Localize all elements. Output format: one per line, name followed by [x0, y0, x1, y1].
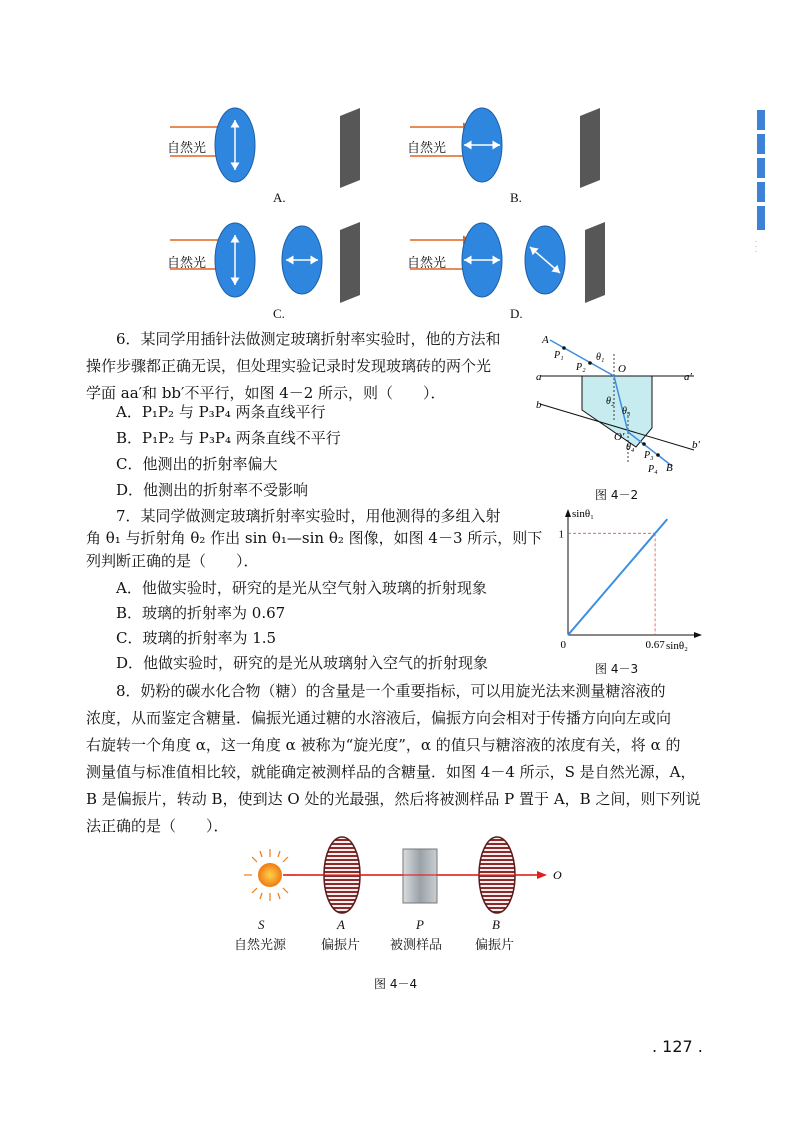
- fig42-label-P4: P₄: [648, 464, 658, 475]
- fig42-caption: 图 4－2: [595, 488, 639, 502]
- chart-tick-x: 0.67: [645, 639, 665, 651]
- fig42-label-O2: O′: [614, 431, 625, 443]
- q6-option-d: D．他测出的折射率不受影响: [116, 481, 309, 499]
- q6-line-1: 6．某同学用插针法做测定玻璃折射率实验时，他的方法和: [116, 330, 501, 348]
- option-b-label: B.: [510, 190, 522, 205]
- q8-line-5: B 是偏振片，转动 B，使到达 O 处的光最强，然后将被测样品 P 置于 A，B 之间，则下列说: [86, 790, 701, 808]
- fig42-label-O: O: [618, 363, 626, 375]
- q7-option-d: D．他做实验时，研究的是光从玻璃射入空气的折射现象: [116, 654, 489, 672]
- fig42-label-t2: θ₂: [606, 396, 615, 407]
- figure-4-4: [225, 835, 575, 925]
- option-d-label: D.: [510, 306, 523, 321]
- q6-line-2: 操作步骤都正确无误，但处理实验记录时发现玻璃砖的两个光: [86, 357, 492, 375]
- q6-option-b: B．P₁P₂ 与 P₃P₄ 两条直线不平行: [116, 429, 341, 447]
- q8-line-1: 8．奶粉的碳水化合物（糖）的含量是一个重要指标，可以用旋光法来测量糖溶液的: [116, 682, 666, 700]
- q7-line-1: 7．某同学做测定玻璃折射率实验时，用他测得的多组入射: [116, 507, 501, 525]
- fig44-p-letter: P: [416, 917, 424, 932]
- q7-option-b: B．玻璃的折射率为 0.67: [116, 604, 286, 622]
- chart-xlabel: sinθ₂: [666, 640, 688, 652]
- chart-series-line: [568, 519, 667, 635]
- option-c-label: C.: [273, 306, 285, 321]
- chart-y-arrow: [565, 509, 571, 517]
- fig44-label-O: O: [553, 868, 562, 882]
- q6-line-3: 学面 aa′和 bb′不平行，如图 4－2 所示，则（ ）．: [86, 384, 446, 402]
- natural-light-label-d: 自然光: [407, 256, 447, 271]
- fig42-label-B: B: [666, 462, 673, 474]
- sample-p: [403, 849, 437, 903]
- fig43-caption: 图 4－3: [595, 662, 639, 676]
- fig44-s-letter: S: [258, 917, 265, 932]
- q7-line-2: 角 θ₁ 与折射角 θ₂ 作出 sin θ₁—sin θ₂ 图像，如图 4－3 所示，则下: [86, 529, 543, 547]
- fig42-label-P3: P₃: [644, 450, 654, 461]
- fig44-a-letter: A: [337, 917, 345, 932]
- fig42-label-b2: b′: [692, 439, 700, 451]
- chart-tick-y: 1: [558, 528, 564, 541]
- fig42-label-t1: θ₁: [596, 352, 605, 363]
- fig42-label-a: a: [536, 371, 542, 383]
- side-tab-bar-5: [757, 206, 765, 230]
- q6-option-a: A．P₁P₂ 与 P₃P₄ 两条直线平行: [116, 403, 326, 421]
- chart-origin: 0: [560, 639, 566, 651]
- natural-light-label-c: 自然光: [167, 256, 207, 271]
- fig44-b-name: 偏振片: [475, 938, 515, 953]
- q7-line-3: 列判断正确的是（ ）．: [86, 552, 259, 570]
- q8-line-6: 法正确的是（ ）．: [86, 817, 229, 835]
- chart-ylabel: sinθ₁: [572, 508, 594, 520]
- figure-4-2: [534, 332, 714, 480]
- chart-x-arrow: [694, 632, 702, 638]
- q8-line-4: 测量值与标准值相比较，就能确定被测样品的含糖量．如图 4－4 所示，S 是自然光源，A，: [86, 763, 696, 781]
- fig42-label-a2: a′: [684, 371, 692, 383]
- side-tab-text: · · ·: [751, 240, 760, 253]
- side-tab-bar-4: [757, 182, 765, 202]
- fig42-label-t3: θ₃: [622, 406, 631, 417]
- option-a-label: A.: [273, 190, 286, 205]
- side-tab-bar-2: [757, 134, 765, 154]
- fig44-b-letter: B: [492, 917, 500, 932]
- figure-4-3-chart: [548, 505, 708, 653]
- natural-light-label-a: 自然光: [167, 141, 207, 156]
- q8-line-2: 浓度，从而鉴定含糖量．偏振光通过糖的水溶液后，偏振方向会相对于传播方向向左或向: [86, 709, 672, 727]
- q7-option-c: C．玻璃的折射率为 1.5: [116, 629, 277, 647]
- page-number: . 127 .: [652, 1037, 703, 1056]
- fig42-label-P2: P₂: [576, 362, 586, 373]
- fig44-caption: 图 4－4: [374, 977, 418, 991]
- q8-line-3: 右旋转一个角度 α，这一角度 α 被称为“旋光度”，α 的值只与糖溶液的浓度有关，将 α 的: [86, 736, 681, 754]
- figure-4-1: [160, 100, 640, 325]
- side-tab-bar-3: [757, 158, 765, 178]
- fig42-label-t4: θ₄: [626, 442, 635, 453]
- q7-option-a: A．他做实验时，研究的是光从空气射入玻璃的折射现象: [116, 579, 487, 597]
- fig44-p-name: 被测样品: [390, 938, 443, 953]
- fig44-a-name: 偏振片: [321, 938, 361, 953]
- fig42-label-P1: P₁: [554, 350, 564, 361]
- q6-option-c: C．他测出的折射率偏大: [116, 455, 278, 473]
- fig42-label-b: b: [536, 399, 542, 411]
- fig44-s-name: 自然光源: [234, 938, 287, 953]
- side-tab-bar-1: [757, 110, 765, 130]
- fig42-label-A: A: [542, 334, 549, 346]
- natural-light-label-b: 自然光: [407, 141, 447, 156]
